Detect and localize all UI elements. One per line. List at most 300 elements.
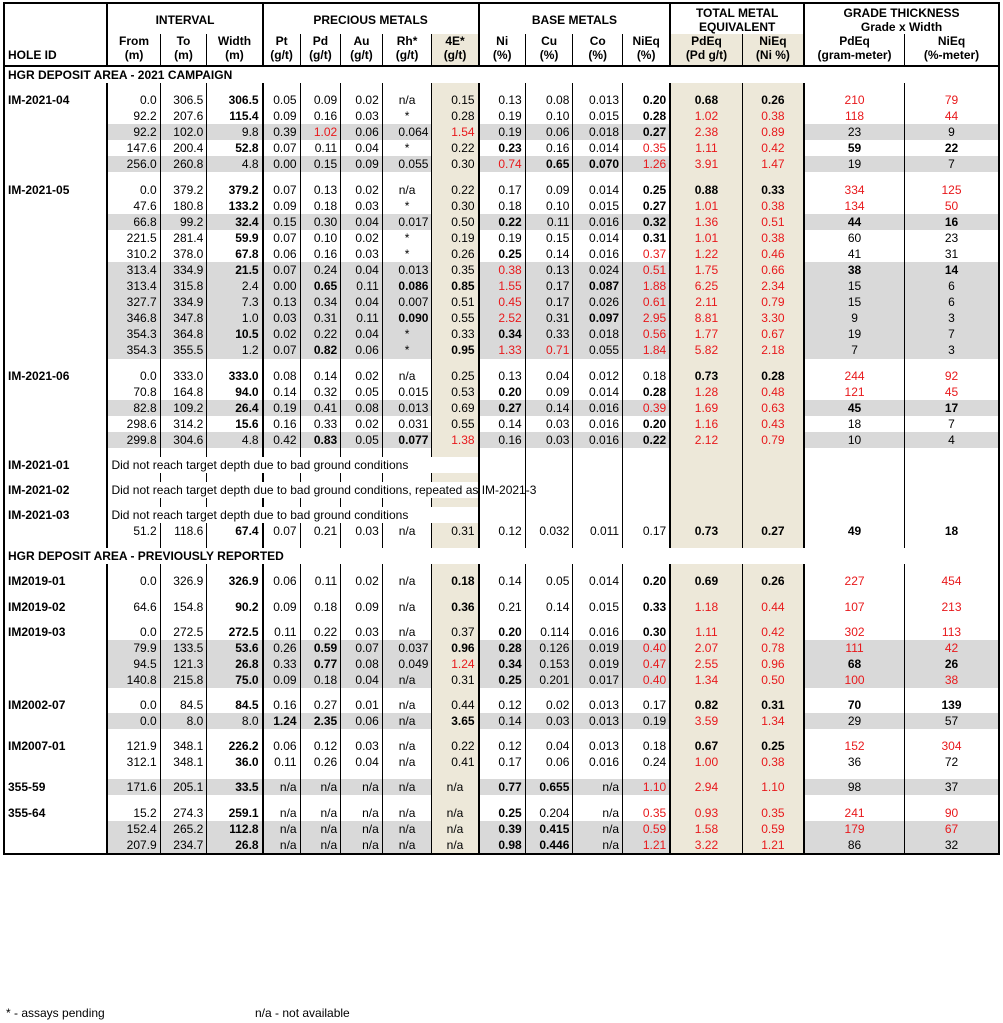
col-rh-6: Rh* (g/t)	[382, 34, 432, 66]
cell-pd: 0.24	[300, 262, 341, 278]
cell-nieq-gt: 31	[905, 246, 1000, 262]
cell-nieq-gt: 45	[905, 384, 1000, 400]
cell-au: 0.06	[341, 342, 383, 358]
table-row	[4, 246, 999, 262]
col-ni-8: Ni (%)	[479, 34, 526, 66]
table-row	[4, 821, 999, 837]
cell-pdeq-total: 2.07	[670, 640, 742, 656]
cell-cu: 0.08	[525, 92, 573, 108]
cell-pdeq-total: 0.82	[670, 697, 742, 713]
cell-from: 313.4	[107, 278, 160, 294]
cell-pdeq-total: 1.58	[670, 821, 742, 837]
cell-rh: 0.017	[382, 214, 432, 230]
cell-cu: 0.03	[525, 713, 573, 729]
cell-nieq-total: 0.25	[742, 738, 804, 754]
cell-4e: 0.15	[432, 92, 479, 108]
hole-id	[4, 342, 107, 358]
cell-to: 154.8	[160, 599, 207, 615]
cell-nieq-total: 0.42	[742, 140, 804, 156]
cell-pd: 2.35	[300, 713, 341, 729]
table-row	[4, 523, 999, 539]
cell-au: 0.11	[341, 278, 383, 294]
cell-pd: 0.11	[300, 573, 341, 589]
cell-to: 281.4	[160, 230, 207, 246]
cell-to: 348.1	[160, 754, 207, 770]
cell-pdeq-gt: 111	[804, 640, 904, 656]
cell-pdeq-gt: 59	[804, 140, 904, 156]
cell-width: 7.3	[207, 294, 263, 310]
cell-ni: 0.39	[479, 821, 526, 837]
cell-nieq-gt: 7	[905, 326, 1000, 342]
cell-to: 205.1	[160, 779, 207, 795]
cell-pdeq-total: 2.94	[670, 779, 742, 795]
cell-cu: 0.06	[525, 754, 573, 770]
cell-nieq-gt: 67	[905, 821, 1000, 837]
cell-au: n/a	[341, 779, 383, 795]
cell-pt: 0.33	[263, 656, 301, 672]
hole-id	[4, 156, 107, 172]
section-row	[4, 548, 999, 564]
cell-from: 152.4	[107, 821, 160, 837]
cell-nieq-total: 0.38	[742, 108, 804, 124]
cell-pd: 0.14	[300, 368, 341, 384]
cell-from: 310.2	[107, 246, 160, 262]
cell-pt: 0.06	[263, 573, 301, 589]
cell-from: 256.0	[107, 156, 160, 172]
cell-au: 0.03	[341, 246, 383, 262]
cell-4e: 0.85	[432, 278, 479, 294]
hole-id	[4, 713, 107, 729]
cell-rh: *	[382, 198, 432, 214]
cell-nieq-total: 1.10	[742, 779, 804, 795]
hole-id: IM-2021-02	[4, 482, 107, 498]
cell-from: 0.0	[107, 573, 160, 589]
cell-nieq-total: 0.26	[742, 92, 804, 108]
cell-from: 299.8	[107, 432, 160, 448]
cell-pdeq-gt: 118	[804, 108, 904, 124]
cell-4e: 0.95	[432, 342, 479, 358]
cell-co: 0.016	[573, 400, 623, 416]
table-row	[4, 713, 999, 729]
cell-from: 51.2	[107, 523, 160, 539]
cell-pdeq-gt: 210	[804, 92, 904, 108]
cell-from: 15.2	[107, 804, 160, 820]
cell-width: 52.8	[207, 140, 263, 156]
cell-au: 0.06	[341, 124, 383, 140]
cell-to: 215.8	[160, 672, 207, 688]
cell-width: 33.5	[207, 779, 263, 795]
cell-rh: n/a	[382, 804, 432, 820]
cell-pdeq-gt: 45	[804, 400, 904, 416]
cell-pd: 0.15	[300, 156, 341, 172]
cell-pt: n/a	[263, 804, 301, 820]
table-row	[4, 573, 999, 589]
cell-nieq-total: 0.89	[742, 124, 804, 140]
header-blank	[4, 3, 107, 34]
cell-nieq-total: 0.44	[742, 599, 804, 615]
cell-from: 92.2	[107, 124, 160, 140]
cell-co: 0.016	[573, 432, 623, 448]
cell-nieq-gt: 9	[905, 124, 1000, 140]
group-total-metal-equivalent: TOTAL METAL EQUIVALENT	[670, 3, 804, 34]
hole-id	[4, 640, 107, 656]
cell-co: 0.016	[573, 214, 623, 230]
table-row	[4, 754, 999, 770]
table-row	[4, 656, 999, 672]
table-row	[4, 156, 999, 172]
cell-width: 59.9	[207, 230, 263, 246]
cell-ni: 0.14	[479, 573, 526, 589]
cell-rh: n/a	[382, 754, 432, 770]
cell-au: 0.08	[341, 656, 383, 672]
cell-nieq: 0.37	[623, 246, 671, 262]
cell-pdeq-gt: 241	[804, 804, 904, 820]
cell-nieq-gt: 44	[905, 108, 1000, 124]
cell-cu: 0.126	[525, 640, 573, 656]
cell-pd: 0.65	[300, 278, 341, 294]
cell-pdeq-total: 2.12	[670, 432, 742, 448]
cell-width: 226.2	[207, 738, 263, 754]
cell-4e: 1.54	[432, 124, 479, 140]
cell-nieq: 0.17	[623, 697, 671, 713]
cell-to: 334.9	[160, 294, 207, 310]
hole-id	[4, 821, 107, 837]
cell-width: 90.2	[207, 599, 263, 615]
cell-from: 66.8	[107, 214, 160, 230]
cell-pdeq-gt: 44	[804, 214, 904, 230]
cell-rh: n/a	[382, 599, 432, 615]
cell-au: 0.03	[341, 624, 383, 640]
cell-cu: 0.114	[525, 624, 573, 640]
cell-pt: 0.09	[263, 672, 301, 688]
cell-pdeq-total: 1.69	[670, 400, 742, 416]
cell-pt: 1.24	[263, 713, 301, 729]
cell-4e: 0.26	[432, 246, 479, 262]
cell-cu: 0.655	[525, 779, 573, 795]
cell-nieq-gt: 72	[905, 754, 1000, 770]
cell-co: 0.019	[573, 640, 623, 656]
hole-id	[4, 230, 107, 246]
cell-to: 334.9	[160, 262, 207, 278]
cell-4e: n/a	[432, 779, 479, 795]
cell-ni: 0.22	[479, 214, 526, 230]
spacer-row	[4, 590, 999, 599]
cell-pdeq-gt: 10	[804, 432, 904, 448]
cell-cu: 0.31	[525, 310, 573, 326]
cell-pd: 0.11	[300, 140, 341, 156]
cell-co: 0.013	[573, 713, 623, 729]
hole-id	[4, 262, 107, 278]
table-body	[4, 66, 999, 853]
cell-ni: 0.21	[479, 599, 526, 615]
cell-nieq-gt: 4	[905, 432, 1000, 448]
cell-pd: 0.31	[300, 310, 341, 326]
cell-4e: 0.55	[432, 416, 479, 432]
cell-pdeq-gt: 41	[804, 246, 904, 262]
cell-pdeq-total: 1.36	[670, 214, 742, 230]
cell-to: 118.6	[160, 523, 207, 539]
cell-nieq-gt: 454	[905, 573, 1000, 589]
col-nieq-11: NiEq (%)	[623, 34, 671, 66]
cell-pt: 0.07	[263, 523, 301, 539]
cell-cu: 0.04	[525, 368, 573, 384]
cell-co: 0.014	[573, 230, 623, 246]
cell-width: 26.8	[207, 837, 263, 853]
cell-nieq-total: 0.50	[742, 672, 804, 688]
cell-cu: 0.09	[525, 384, 573, 400]
cell-ni: 0.25	[479, 672, 526, 688]
cell-pd: 0.22	[300, 624, 341, 640]
cell-ni: 0.14	[479, 713, 526, 729]
cell-from: 79.9	[107, 640, 160, 656]
cell-pd: n/a	[300, 837, 341, 853]
cell-nieq-gt: 42	[905, 640, 1000, 656]
cell-ni: 0.23	[479, 140, 526, 156]
cell-width: 112.8	[207, 821, 263, 837]
hole-id	[4, 278, 107, 294]
cell-ni: 0.18	[479, 198, 526, 214]
cell-au: 0.03	[341, 108, 383, 124]
cell-ni: 0.77	[479, 779, 526, 795]
col-cu-9: Cu (%)	[525, 34, 573, 66]
cell-from: 92.2	[107, 108, 160, 124]
cell-pd: 0.30	[300, 214, 341, 230]
cell-co: 0.014	[573, 181, 623, 197]
cell-pd: n/a	[300, 821, 341, 837]
cell-nieq: 0.20	[623, 92, 671, 108]
cell-pdeq-gt: 152	[804, 738, 904, 754]
cell-cu: 0.17	[525, 294, 573, 310]
hole-id: IM2019-01	[4, 573, 107, 589]
cell-pt: 0.06	[263, 246, 301, 262]
cell-pt: 0.13	[263, 294, 301, 310]
cell-nieq-total: 0.51	[742, 214, 804, 230]
hole-note: Did not reach target depth due to bad ground conditions	[107, 507, 478, 523]
cell-cu: 0.04	[525, 738, 573, 754]
cell-pd: 0.10	[300, 230, 341, 246]
cell-pd: 0.83	[300, 432, 341, 448]
cell-pdeq-gt: 121	[804, 384, 904, 400]
cell-4e: n/a	[432, 837, 479, 853]
cell-rh: 0.055	[382, 156, 432, 172]
cell-pd: 0.27	[300, 697, 341, 713]
hole-id: IM2007-01	[4, 738, 107, 754]
cell-nieq-gt: 7	[905, 156, 1000, 172]
cell-nieq-gt: 7	[905, 416, 1000, 432]
table-row	[4, 599, 999, 615]
cell-pdeq-total: 3.59	[670, 713, 742, 729]
cell-nieq-gt: 213	[905, 599, 1000, 615]
group-interval: INTERVAL	[107, 3, 262, 34]
cell-pdeq-total: 0.93	[670, 804, 742, 820]
cell-pdeq-gt: 68	[804, 656, 904, 672]
cell-4e: 0.69	[432, 400, 479, 416]
table-row	[4, 624, 999, 640]
cell-4e: 0.22	[432, 738, 479, 754]
cell-pdeq-total: 5.82	[670, 342, 742, 358]
cell-co: 0.018	[573, 326, 623, 342]
cell-to: 333.0	[160, 368, 207, 384]
cell-pdeq-gt: 49	[804, 523, 904, 539]
spacer-row	[4, 539, 999, 548]
cell-from: 64.6	[107, 599, 160, 615]
col-width-2: Width (m)	[207, 34, 263, 66]
cell-4e: 0.53	[432, 384, 479, 400]
hole-id: IM-2021-01	[4, 457, 107, 473]
cell-ni: 0.14	[479, 416, 526, 432]
cell-pd: n/a	[300, 779, 341, 795]
cell-from: 312.1	[107, 754, 160, 770]
cell-nieq-total: 1.21	[742, 837, 804, 853]
cell-pt: 0.07	[263, 181, 301, 197]
cell-width: 1.2	[207, 342, 263, 358]
cell-4e: 1.24	[432, 656, 479, 672]
cell-width: 67.4	[207, 523, 263, 539]
cell-pdeq-gt: 134	[804, 198, 904, 214]
cell-cu: 0.10	[525, 198, 573, 214]
cell-width: 26.8	[207, 656, 263, 672]
cell-ni: 1.55	[479, 278, 526, 294]
cell-rh: 0.064	[382, 124, 432, 140]
cell-co: 0.013	[573, 92, 623, 108]
cell-nieq: 1.26	[623, 156, 671, 172]
cell-cu: 0.16	[525, 140, 573, 156]
note-row	[4, 482, 999, 498]
hole-id	[4, 246, 107, 262]
cell-nieq-gt: 57	[905, 713, 1000, 729]
cell-width: 15.6	[207, 416, 263, 432]
cell-nieq: 0.35	[623, 140, 671, 156]
table-row	[4, 230, 999, 246]
cell-pd: 0.33	[300, 416, 341, 432]
table-row	[4, 400, 999, 416]
cell-nieq: 0.33	[623, 599, 671, 615]
cell-4e: 3.65	[432, 713, 479, 729]
cell-pt: 0.07	[263, 230, 301, 246]
cell-au: 0.04	[341, 672, 383, 688]
cell-nieq-total: 0.63	[742, 400, 804, 416]
table-row	[4, 779, 999, 795]
cell-width: 94.0	[207, 384, 263, 400]
col-nieq-15: NiEq (%-meter)	[905, 34, 1000, 66]
cell-nieq-total: 0.48	[742, 384, 804, 400]
cell-pd: 0.18	[300, 599, 341, 615]
cell-pdeq-gt: 19	[804, 156, 904, 172]
cell-ni: 0.20	[479, 624, 526, 640]
cell-from: 354.3	[107, 326, 160, 342]
cell-nieq-total: 1.34	[742, 713, 804, 729]
cell-pdeq-total: 0.88	[670, 181, 742, 197]
col-au-5: Au (g/t)	[341, 34, 383, 66]
cell-rh: *	[382, 230, 432, 246]
cell-to: 265.2	[160, 821, 207, 837]
cell-pt: 0.09	[263, 108, 301, 124]
col-pdeq-14: PdEq (gram-meter)	[804, 34, 904, 66]
cell-au: 0.09	[341, 156, 383, 172]
cell-co: n/a	[573, 804, 623, 820]
cell-pd: 0.18	[300, 198, 341, 214]
table-row	[4, 140, 999, 156]
cell-cu: 0.14	[525, 400, 573, 416]
cell-cu: 0.02	[525, 697, 573, 713]
table-row	[4, 326, 999, 342]
cell-from: 0.0	[107, 697, 160, 713]
cell-width: 272.5	[207, 624, 263, 640]
cell-pdeq-gt: 244	[804, 368, 904, 384]
cell-pdeq-total: 2.11	[670, 294, 742, 310]
cell-pdeq-total: 1.16	[670, 416, 742, 432]
cell-pdeq-total: 0.73	[670, 368, 742, 384]
cell-cu: 0.09	[525, 181, 573, 197]
cell-cu: 0.032	[525, 523, 573, 539]
cell-pdeq-gt: 70	[804, 697, 904, 713]
cell-nieq-gt: 17	[905, 400, 1000, 416]
cell-nieq: 0.18	[623, 738, 671, 754]
cell-cu: 0.05	[525, 573, 573, 589]
cell-to: 121.3	[160, 656, 207, 672]
cell-co: 0.024	[573, 262, 623, 278]
cell-pt: 0.07	[263, 140, 301, 156]
cell-pd: 0.32	[300, 384, 341, 400]
cell-pt: 0.08	[263, 368, 301, 384]
cell-co: 0.097	[573, 310, 623, 326]
cell-pdeq-total: 0.68	[670, 92, 742, 108]
cell-pdeq-total: 1.34	[670, 672, 742, 688]
cell-co: 0.026	[573, 294, 623, 310]
cell-co: 0.087	[573, 278, 623, 294]
cell-au: 0.03	[341, 738, 383, 754]
table-row	[4, 278, 999, 294]
spacer-row	[4, 564, 999, 573]
cell-pdeq-total: 1.11	[670, 140, 742, 156]
cell-co: 0.016	[573, 246, 623, 262]
cell-pd: 1.02	[300, 124, 341, 140]
cell-pt: 0.26	[263, 640, 301, 656]
cell-nieq-gt: 6	[905, 278, 1000, 294]
cell-from: 0.0	[107, 624, 160, 640]
cell-au: 0.02	[341, 92, 383, 108]
cell-au: 0.03	[341, 198, 383, 214]
cell-from: 298.6	[107, 416, 160, 432]
table-row	[4, 672, 999, 688]
cell-to: 133.5	[160, 640, 207, 656]
cell-nieq: 0.28	[623, 384, 671, 400]
cell-4e: 0.35	[432, 262, 479, 278]
cell-rh: *	[382, 342, 432, 358]
cell-pt: 0.07	[263, 262, 301, 278]
cell-rh: 0.090	[382, 310, 432, 326]
cell-width: 67.8	[207, 246, 263, 262]
cell-cu: 0.10	[525, 108, 573, 124]
spacer-row	[4, 498, 999, 507]
cell-nieq-total: 0.96	[742, 656, 804, 672]
cell-4e: 0.44	[432, 697, 479, 713]
cell-nieq-total: 0.31	[742, 697, 804, 713]
cell-pdeq-gt: 60	[804, 230, 904, 246]
cell-pt: 0.02	[263, 326, 301, 342]
cell-nieq: 2.95	[623, 310, 671, 326]
col-pt-3: Pt (g/t)	[263, 34, 301, 66]
cell-nieq-gt: 90	[905, 804, 1000, 820]
cell-nieq-gt: 3	[905, 342, 1000, 358]
cell-nieq-total: 0.38	[742, 198, 804, 214]
cell-co: 0.013	[573, 738, 623, 754]
cell-rh: 0.086	[382, 278, 432, 294]
cell-co: 0.013	[573, 697, 623, 713]
cell-4e: 0.22	[432, 140, 479, 156]
cell-ni: 0.19	[479, 124, 526, 140]
cell-nieq-gt: 32	[905, 837, 1000, 853]
